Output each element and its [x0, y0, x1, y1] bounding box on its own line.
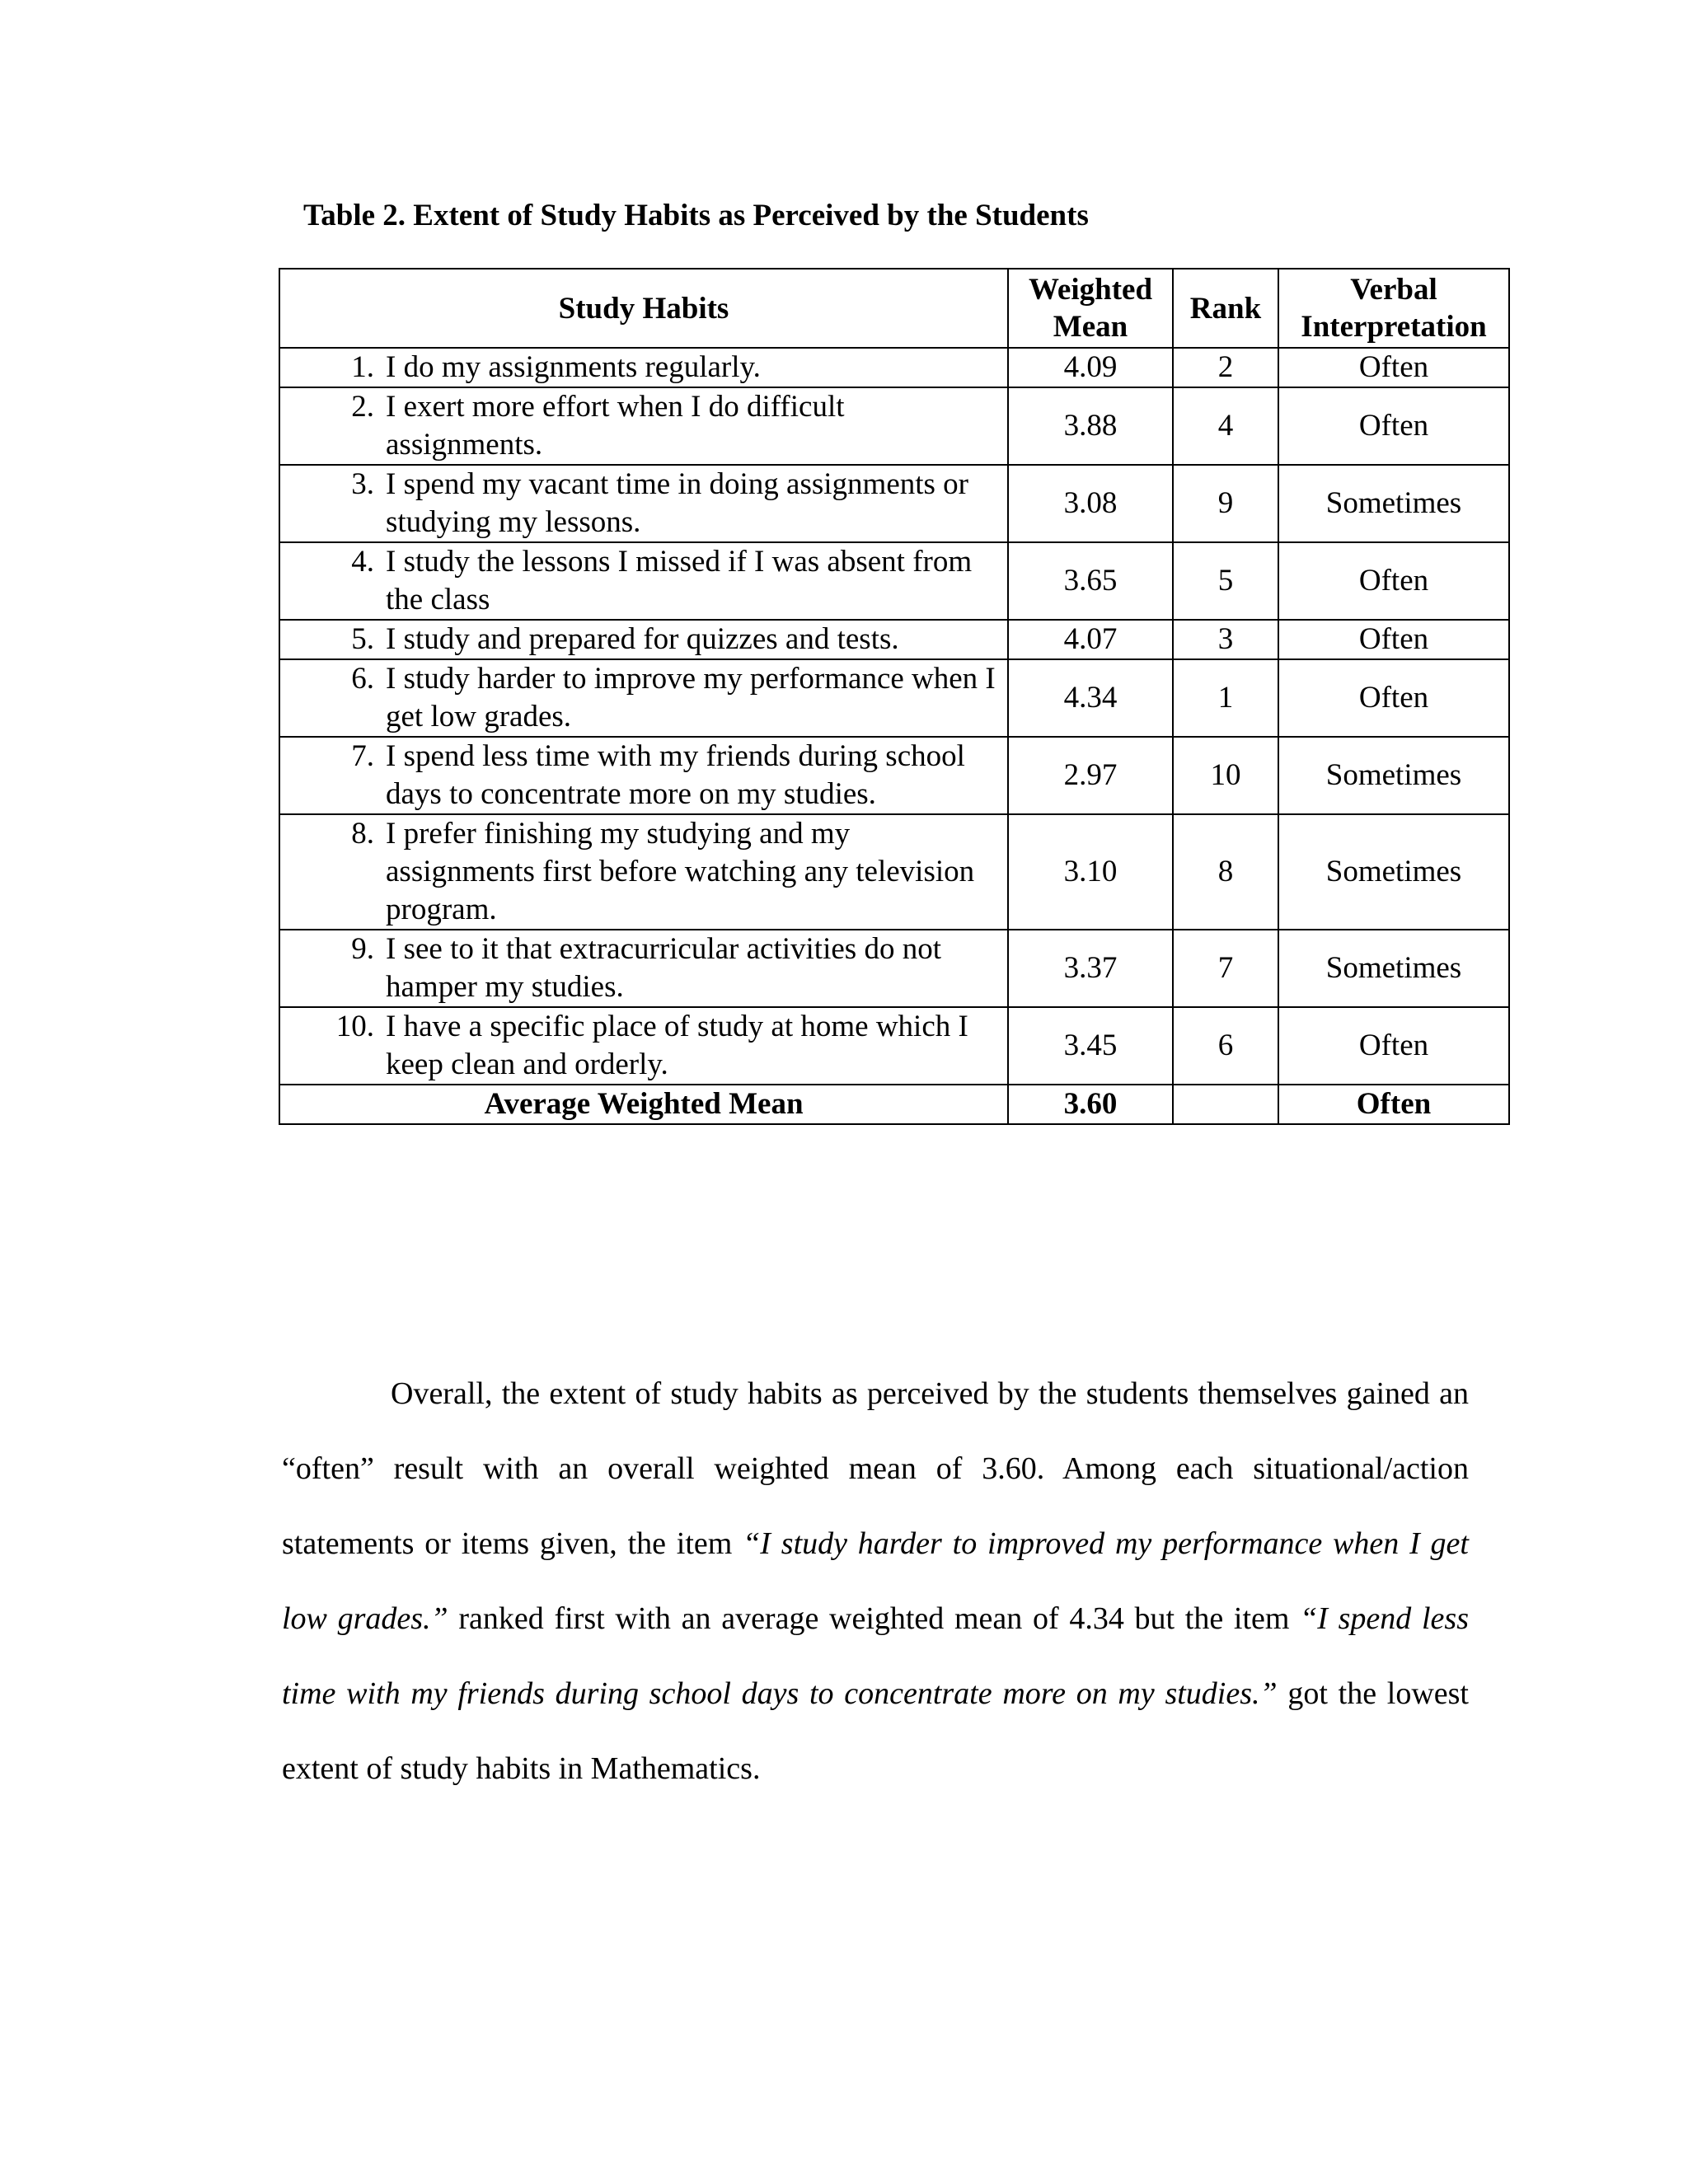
table-row [279, 542, 1509, 620]
verbal-interpretation-cell: Often [1278, 348, 1509, 387]
verbal-interpretation-cell: Often [1278, 542, 1509, 620]
study-habits-table [279, 268, 1510, 1125]
item-text: I exert more effort when I do difficult assignments. [386, 390, 845, 462]
item-text: I study and prepared for quizzes and tests. [386, 622, 899, 656]
discussion-paragraph [282, 1357, 1469, 1807]
average-label-cell: Average Weighted Mean [279, 1085, 1008, 1124]
item-text: I spend less time with my friends during school days to concentrate more on my studies. [386, 739, 965, 811]
rank-cell: 5 [1173, 542, 1278, 620]
quoted-item-lowest: “I spend less time with my friends during school days to concentrate more on my studies.” [282, 1601, 1469, 1711]
weighted-mean-cell: 3.08 [1008, 465, 1173, 542]
weighted-mean-cell: 3.10 [1008, 814, 1173, 930]
habit-cell [279, 465, 1008, 542]
verbal-interpretation-cell: Sometimes [1278, 814, 1509, 930]
header-study-habits: Study Habits [279, 269, 1008, 348]
paragraph-text: got the lowest extent of study habits in Mathematics. [282, 1676, 1469, 1786]
verbal-interpretation-cell: Often [1278, 387, 1509, 465]
habit-cell [279, 814, 1008, 930]
weighted-mean-cell: 2.97 [1008, 737, 1173, 814]
rank-cell: 2 [1173, 348, 1278, 387]
rank-cell: 3 [1173, 620, 1278, 659]
rank-cell: 7 [1173, 930, 1278, 1007]
header-weighted-mean: Weighted Mean [1008, 269, 1173, 348]
verbal-interpretation-cell: Sometimes [1278, 930, 1509, 1007]
item-number: 10. [335, 1010, 374, 1043]
item-number: 1. [351, 350, 374, 384]
verbal-interpretation-cell: Sometimes [1278, 465, 1509, 542]
weighted-mean-cell: 3.45 [1008, 1007, 1173, 1085]
average-rank-cell [1173, 1085, 1278, 1124]
table-row [279, 620, 1509, 659]
weighted-mean-cell: 3.88 [1008, 387, 1173, 465]
item-number: 2. [351, 390, 374, 424]
habit-cell [279, 659, 1008, 737]
item-number: 6. [351, 662, 374, 696]
habit-cell [279, 1007, 1008, 1085]
item-text: I prefer finishing my studying and my assignments first before watching any television program. [386, 817, 975, 926]
table-row [279, 737, 1509, 814]
habit-cell [279, 737, 1008, 814]
weighted-mean-cell: 4.09 [1008, 348, 1173, 387]
item-text: I study the lessons I missed if I was absent from the class [386, 545, 973, 616]
item-number: 5. [351, 622, 374, 656]
rank-cell: 4 [1173, 387, 1278, 465]
table-row [279, 659, 1509, 737]
paragraph-text: Overall, the extent of study habits as perceived by the students themselves gained an “often” result with an overall weighted mean of 3.60. Among each situational/action statements or items given, the item [282, 1376, 1469, 1561]
rank-cell: 1 [1173, 659, 1278, 737]
weighted-mean-cell: 4.07 [1008, 620, 1173, 659]
item-number: 9. [351, 932, 374, 966]
average-row [279, 1085, 1509, 1124]
verbal-interpretation-cell: Often [1278, 1007, 1509, 1085]
average-verbal-cell: Often [1278, 1085, 1509, 1124]
table-row [279, 465, 1509, 542]
item-number: 7. [351, 739, 374, 773]
table-row [279, 930, 1509, 1007]
habit-cell [279, 542, 1008, 620]
header-rank: Rank [1173, 269, 1278, 348]
rank-cell: 9 [1173, 465, 1278, 542]
verbal-interpretation-cell: Often [1278, 620, 1509, 659]
habit-cell [279, 620, 1008, 659]
item-text: I have a specific place of study at home which I keep clean and orderly. [386, 1010, 968, 1081]
table-row [279, 387, 1509, 465]
rank-cell: 8 [1173, 814, 1278, 930]
table-row [279, 814, 1509, 930]
habit-cell [279, 387, 1008, 465]
item-number: 3. [351, 467, 374, 501]
paragraph-text: ranked first with an average weighted mean of 4.34 but the item [448, 1601, 1301, 1636]
average-mean-cell: 3.60 [1008, 1085, 1173, 1124]
header-verbal-interpretation: Verbal Interpretation [1278, 269, 1509, 348]
quoted-item-top: “I study harder to improved my performance when I get low grades.” [282, 1526, 1469, 1636]
table-caption: Table 2. Extent of Study Habits as Perceived by the Students [303, 199, 1089, 232]
table-row [279, 348, 1509, 387]
table-header-row [279, 269, 1509, 348]
verbal-interpretation-cell: Sometimes [1278, 737, 1509, 814]
weighted-mean-cell: 3.37 [1008, 930, 1173, 1007]
item-number: 4. [351, 545, 374, 579]
weighted-mean-cell: 4.34 [1008, 659, 1173, 737]
verbal-interpretation-cell: Often [1278, 659, 1509, 737]
rank-cell: 10 [1173, 737, 1278, 814]
weighted-mean-cell: 3.65 [1008, 542, 1173, 620]
item-text: I do my assignments regularly. [386, 350, 761, 384]
table-row [279, 1007, 1509, 1085]
item-text: I spend my vacant time in doing assignments or studying my lessons. [386, 467, 968, 539]
item-number: 8. [351, 817, 374, 851]
habit-cell [279, 930, 1008, 1007]
rank-cell: 6 [1173, 1007, 1278, 1085]
item-text: I see to it that extracurricular activities do not hamper my studies. [386, 932, 941, 1004]
item-text: I study harder to improve my performance when I get low grades. [386, 662, 996, 733]
habit-cell [279, 348, 1008, 387]
